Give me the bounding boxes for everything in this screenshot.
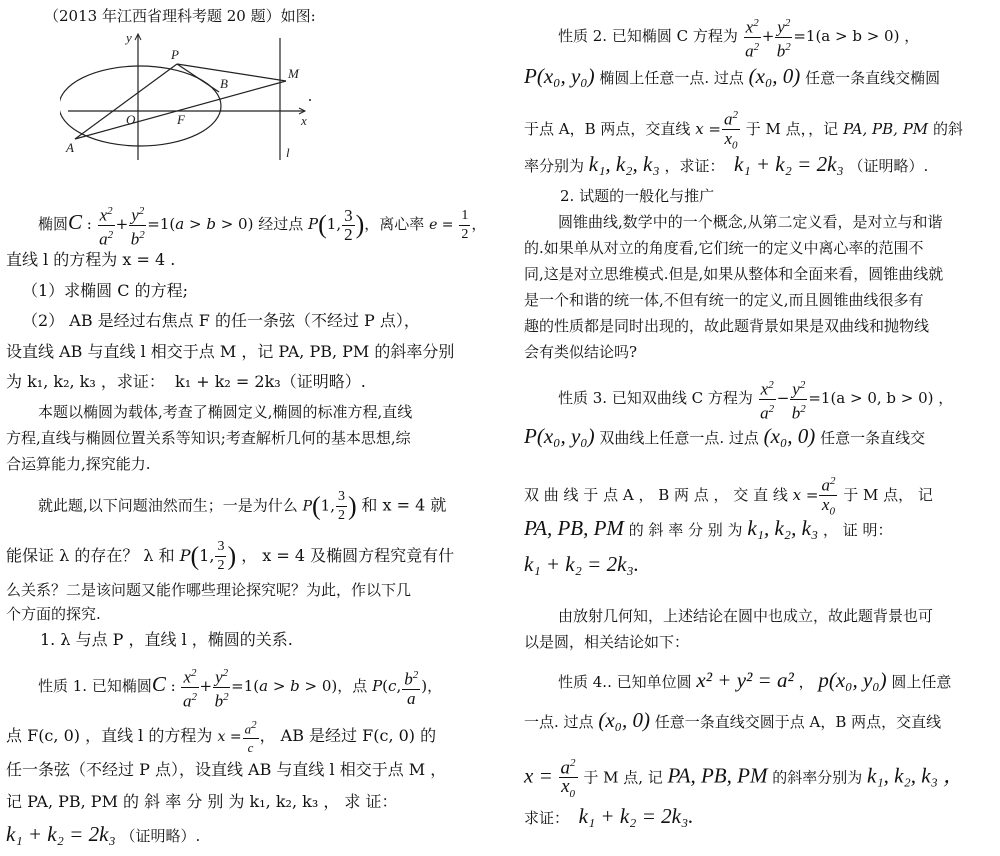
property-1-line-1: 性质 1. 已知椭圆C : $\frac{x^2}{a^2}$ + $\frac{y^2}{b^2}$ =1(a > b > 0)，点 P(c, $\frac{b^2}{a}$ )， [38,664,442,710]
property-4-line-1: 性质 4.. 已知单位圆 x² + y² = a² ， p(x₀, y₀) 圆上任意 [558,668,952,692]
question-2-line-3: 为 k₁, k₂, k₃ ，求证： k₁ + k₂ = 2k₃（证明略）. [6,372,366,391]
question-1: （1）求椭圆 C 的方程; [22,281,188,300]
problem-source: （2013 年江西省理科考题 20 题）如图: [44,7,316,25]
property-2-line-1: 性质 2. 已知椭圆 C 方程为 $\frac{x^2}{a^2}$ + $\frac{y^2}{b^2}$ =1(a > b > 0) ， [558,14,919,60]
circle-line-2: 以是圆，相关结论如下： [524,633,690,651]
label-b: B [220,76,228,91]
property-3-line-1: 性质 3. 已知双曲线 C 方程为 $\frac{x^2}{a^2}$ − $\frac{y^2}{b^2}$ =1(a > 0, b > 0) ， [558,376,953,422]
segment-pm [177,64,286,81]
property-2-line-3: 于点 A，B 两点，交直线 x = $\frac{a^2}{x_0}$ 于 M 点，，记 PA, PB, PM 的斜 [524,106,963,154]
property-4-line-4: 求证： k₁ + k₂ = 2k₃. [524,804,694,828]
question-2-line-1: （2） AB 是经过右焦点 F 的任一条弦（不经过 P 点）， [22,311,420,330]
label-o: O [126,112,136,127]
generalization-line-3: 同,这是对立思维模式.但是,如果从整体和全面来看，圆锥曲线就 [524,265,944,283]
intro-line-2: 方程,直线与椭圆位置关系等知识;考查解析几何的基本思想,综 [6,429,411,447]
why-line-3: 么关系？二是该问题又能作哪些理论探究呢？为此，作以下几 [6,581,412,599]
label-a: A [66,140,74,155]
label-f: F [177,112,185,127]
label-y: y [126,30,132,45]
property-4-line-3: x = $\frac{a^2}{x_0}$ 于 M 点, 记 PA, PB, PM 的斜率分别为 k₁, k₂, k₃ ， [524,754,964,803]
generalization-line-5: 趣的性质都是同时出现的，故此题背景如果是双曲线和抛物线 [524,317,930,335]
label-p: P [171,47,179,62]
circle-line-1: 由放射几何知，上述结论在圆中也成立，故此题背景也可 [558,607,934,625]
why-line-4: 个方面的探究. [6,605,101,623]
property-3-line-4: PA, PB, PM 的 斜 率 分 别 为 k₁, k₂, k₃ ， 证 明： [524,516,893,540]
property-3-line-2: P(x₀, y₀) 双曲线上任意一点. 过点 (x₀, 0) 任意一条直线交 [524,424,926,448]
line-l-equation: 直线 l 的方程为 x = 4 . [6,250,176,269]
segment-am [75,81,286,139]
ellipse-statement: 椭圆C : $\frac{x^2}{a^2}$ + $\frac{y^2}{b^2}$ =1(a > b > 0) 经过点 P(1, $\frac{3}{2}$ )，离心率 e = $\frac{1}{2}$ ， [38,202,486,248]
generalization-line-4: 是一个和谐的统一体,不但有统一的定义,而且圆锥曲线很多有 [524,291,924,309]
label-l: l [286,145,290,160]
property-3-line-5: k₁ + k₂ = 2k₃. [524,552,639,576]
generalization-line-1: 圆锥曲线,数学中的一个概念,从第二定义看，是对立与和谐 [558,213,943,231]
segment-pb [177,64,219,92]
section-1-heading: 1. λ 与点 P ，直线 l ，椭圆的关系. [40,630,293,649]
label-m: M [288,66,299,81]
label-x: x [301,113,307,128]
why-line-1: 就此题,以下问题油然而生；一是为什么 P(1, $\frac{3}{2}$ ) 和 x = 4 就 [38,489,447,523]
intro-line-1: 本题以椭圆为载体,考查了椭圆定义,椭圆的标准方程,直线 [38,403,413,421]
property-4-line-2: 一点. 过点 (x₀, 0) 任意一条直线交圆于点 A，B 两点，交直线 [524,708,942,732]
section-2-heading: 2. 试题的一般化与推广 [560,187,715,205]
property-2-line-4: 率分别为 k₁, k₂, k₃ ，求证： k₁ + k₂ = 2k₃ （证明略）. [524,152,929,176]
generalization-line-2: 的.如果单从对立的角度看,它们统一的定义中离心率的范围不 [524,239,924,257]
question-2-line-2: 设直线 AB 与直线 l 相交于点 M ，记 PA, PB, PM 的斜率分别 [6,342,455,361]
property-2-line-2: P(x₀, y₀) 椭圆上任意一点. 过点 (x₀, 0) 任意一条直线交椭圆 [524,64,941,88]
intro-line-3: 合运算能力,探究能力. [6,455,151,473]
property-1-line-2: 点 F(c, 0) ，直线 l 的方程为 x = $\frac{a^2}{c}$ ， AB 是经过 F(c, 0) 的 [6,716,436,757]
property-3-line-3: 双 曲 线 于 点 A ， B 两 点 ， 交 直 线 x = $\frac{a^2}{x_0}$ 于 M 点， 记 [524,472,933,520]
generalization-line-6: 会有类似结论吗? [524,343,638,361]
property-1-line-3: 任一条弦（不经过 P 点），设直线 AB 与直线 l 相交于点 M ， [6,760,447,779]
property-1-line-5: k₁ + k₂ = 2k₃ （证明略）. [6,822,201,846]
property-1-line-4: 记 PA, PB, PM 的 斜 率 分 别 为 k₁, k₂, k₃ ， 求 证： [6,792,398,811]
segment-pa [75,64,177,139]
why-line-2: 能保证 λ 的存在？ λ 和 P(1, $\frac{3}{2}$ ) ， x = 4 及椭圆方程究竟有什 [6,539,455,573]
ellipse-figure [60,28,330,168]
